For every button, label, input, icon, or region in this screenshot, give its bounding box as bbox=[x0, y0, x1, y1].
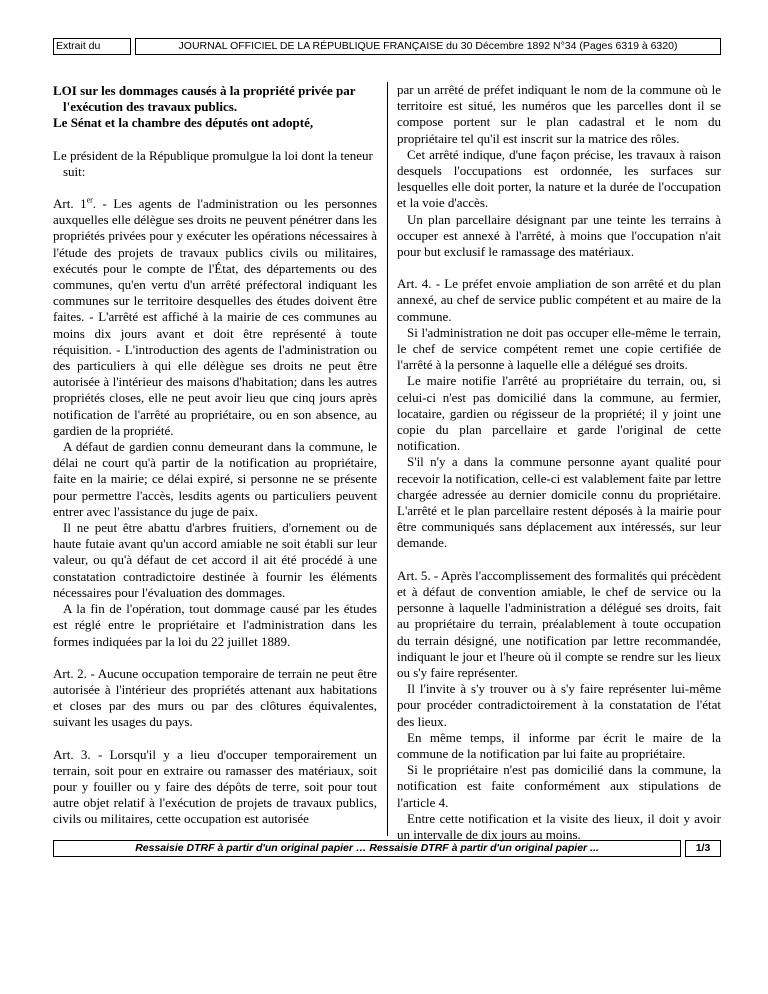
article-1-paragraph-1 bbox=[53, 196, 377, 439]
article-3-paragraph-3: Un plan parcellaire désignant par une teinte les terrains à occuper est annexé à l'arrêté, à moins que l'occupation n'ait pour but exclusif le ramassage des matériaux. bbox=[397, 211, 721, 260]
article-3-start bbox=[53, 747, 377, 828]
right-column bbox=[397, 82, 721, 843]
article-5-paragraph-4: Si le propriétaire n'est pas domicilié dans la commune, la notification est faite conformément aux stipulations de l'article 4. bbox=[397, 762, 721, 810]
law-title bbox=[53, 83, 377, 132]
article-5-paragraph-5: Entre cette notification et la visite des lieux, il doit y avoir un intervalle de dix jours au moins. bbox=[397, 810, 721, 842]
footer-source-note: Ressaisie DTRF à partir d'un original papier … Ressaisie DTRF à partir d'un original papier ... bbox=[53, 840, 681, 857]
law-title-line2: Le Sénat et la chambre des députés ont adopté, bbox=[53, 115, 314, 131]
header-extract-label: Extrait du bbox=[53, 38, 131, 55]
article-1-paragraph-2: A défaut de gardien connu demeurant dans la commune, le délai ne court qu'à partir de la notification au propriétaire, faite en la mairie; ce délai expiré, si personne ne se présente pour permettre l'accès, lesdits agents ou particuliers peuvent entrer avec l'assistance du juge de paix. bbox=[53, 439, 377, 519]
article-3-continued bbox=[397, 82, 721, 260]
law-title-line1: LOI sur les dommages causés à la propriété privée par l'exécution des travaux publics. bbox=[53, 83, 356, 115]
article-4-paragraph-1: Art. 4. - Le préfet envoie ampliation de son arrêté et du plan annexé, au chef de service public compétent et au maire de la commune. bbox=[397, 276, 721, 324]
article-3-paragraph-1: Art. 3. - Lorsqu'il y a lieu d'occuper temporairement un terrain, soit pour en extraire ou ramasser des matériaux, soit pour y fouiller ou y faire des dépôts de terre, soit pour tout autre objet relatif à l'exécution de projets de travaux publics, civils ou militaires, cette occupation est autorisée bbox=[53, 746, 377, 827]
page-number: 1/3 bbox=[685, 840, 721, 857]
left-column bbox=[53, 82, 377, 828]
article-1-text: . - Les agents de l'administration ou les personnes auxquelles elle délègue ses droits ne peuvent pénétrer dans les propriétés privées pour y exécuter les opérations nécessaires à l'étude des projets de travaux publics civils ou militaires, exécutés pour le compte de l'État, des départements ou des communes, qu'en vertu d'un arrêté préfectoral indiquant les communes sur le territoire desquelles des études doivent être faites. - L'arrêté est affiché à la mairie de ces communes au moins dix jours avant et doit être représenté à toute réquisition. - L'introduction des agents de l'administration ou des particuliers à qui elle délègue ses droits ne peut être autorisée à l'intérieur des maisons d'habitation; dans les autres propriétés closes, elle ne peut avoir lieu que cinq jours après notification de l'arrêté au propriétaire, ou en son absence, au gardien de la propriété. bbox=[53, 196, 377, 438]
page-footer bbox=[53, 840, 721, 857]
article-4-paragraph-3: Le maire notifie l'arrêté au propriétaire du terrain, ou, si celui-ci n'est pas domicilié dans la commune, au fermier, locataire, gardien ou régisseur de la propriété; il y joint une copie du plan parcellaire et garde l'original de cette notification. bbox=[397, 373, 721, 454]
header-journal-title: JOURNAL OFFICIEL DE LA RÉPUBLIQUE FRANÇAISE du 30 Décembre 1892 N°34 (Pages 6319 à 6320) bbox=[135, 38, 721, 55]
article-3-paragraph-2: Cet arrêté indique, d'une façon précise, les travaux à raison desquels l'occupations est ordonnée, les surfaces sur lesquelles elle doit porter, la nature et la durée de l'occupation et la voie d'accès. bbox=[397, 146, 721, 211]
article-4-paragraph-4: S'il n'y a dans la commune personne ayant qualité pour recevoir la notification, celle-ci est valablement faite par lettre chargée adressée au dernier domicile connu du propriétaire. L'arrêté et le plan parcellaire restent déposés à la mairie pour être communiqués sans déplacement aux intéressés, sur leur demande. bbox=[397, 454, 721, 551]
article-3-paragraph-1-continued: par un arrêté de préfet indiquant le nom de la commune où le territoire est situé, les numéros que les parcelles dont il se compose portent sur le plan cadastral et le nom du propriétaire tel qu'il est inscrit sur la matrice des rôles. bbox=[397, 82, 721, 146]
article-1 bbox=[53, 196, 377, 650]
article-5-paragraph-1: Art. 5. - Après l'accomplissement des formalités qui précèdent et à défaut de convention amiable, le chef de service ou la personne à laquelle l'administration a délégué ses droits, fait au propriétaire du terrain, préalablement à toute occupation du terrain désigné, une notification par lettre recommandée, indiquant le jour et l'heure où il compte se rendre sur les lieux ou s'y faire représenter. bbox=[397, 567, 721, 680]
article-5-paragraph-2: Il l'invite à s'y trouver ou à s'y faire représenter lui-même pour procéder contradictoirement à la constatation de l'état des lieux. bbox=[397, 681, 721, 729]
article-1-paragraph-3: Il ne peut être abattu d'arbres fruitiers, d'ornement ou de haute futaie avant qu'un accord amiable ne soit établi sur leur valeur, ou qu'à défaut de cet accord il ait été procédé à une constatation contradictoire destinée à fournir les éléments nécessaires pour l'évaluation des dommages. bbox=[53, 520, 377, 600]
article-4 bbox=[397, 276, 721, 551]
article-2-paragraph-1: Art. 2. - Aucune occupation temporaire de terrain ne peut être autorisée à l'intérieur des propriétés attenant aux habitations et closes par des murs ou par des clôtures équivalentes, suivant les usages du pays. bbox=[53, 665, 377, 730]
article-1-lead: Art. 1 bbox=[53, 196, 87, 212]
article-5 bbox=[397, 568, 721, 843]
preamble: Le président de la République promulgue la loi dont la teneur suit: bbox=[53, 147, 373, 179]
article-1-superscript: er bbox=[86, 195, 93, 205]
column-divider bbox=[387, 82, 388, 836]
article-4-paragraph-2: Si l'administration ne doit pas occuper elle-même le terrain, le chef de service compétent remet une copie certifiée de l'arrêté à la personne à laquelle elle a délégué ses droits. bbox=[397, 324, 721, 373]
page-header bbox=[53, 38, 721, 55]
article-5-paragraph-3: En même temps, il informe par écrit le maire de la commune de la notification par lui faite au propriétaire. bbox=[397, 729, 721, 761]
article-1-paragraph-4: A la fin de l'opération, tout dommage causé par les études est réglé entre le propriétaire et l'administration dans les formes indiquées par la loi du 22 juillet 1889. bbox=[53, 601, 377, 649]
article-2 bbox=[53, 666, 377, 731]
